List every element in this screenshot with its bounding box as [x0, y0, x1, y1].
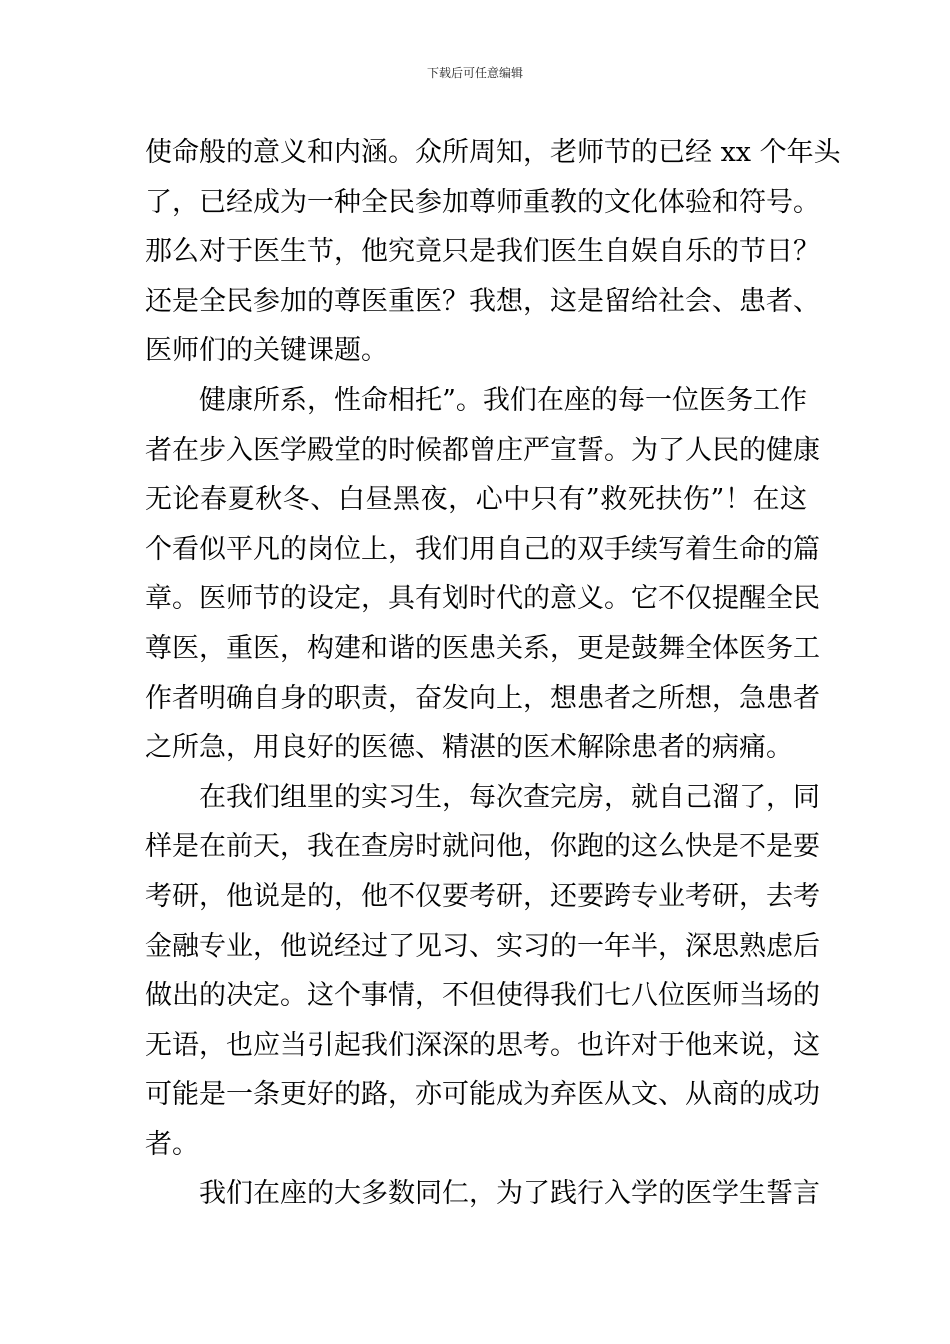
text-line: 使命般的意义和内涵。众所周知，老师节的已经 xx 个年头 — [145, 137, 841, 168]
text-line: 金融专业，他说经过了见习、实习的一年半，深思熟虑后 — [145, 930, 820, 962]
text-line: 章。医师节的设定，具有划时代的意义。它不仅提醒全民 — [145, 583, 820, 615]
text-line: 我们在座的大多数同仁，为了践行入学的医学生誓言 — [199, 1178, 820, 1210]
paragraph — [145, 773, 820, 1170]
text-line: 还是全民参加的尊医重医？我想，这是留给社会、患者、 — [145, 285, 820, 317]
text-line: 健康所系，性命相托”。我们在座的每一位医务工作 — [199, 384, 807, 416]
text-line: 之所急，用良好的医德、精湛的医术解除患者的病痛。 — [145, 732, 793, 764]
paragraph — [145, 1169, 820, 1219]
text-line: 尊医，重医，构建和谐的医患关系，更是鼓舞全体医务工 — [145, 632, 820, 664]
text-line: 考研，他说是的，他不仅要考研，还要跨专业考研，去考 — [145, 880, 820, 912]
text-line: 了，已经成为一种全民参加尊师重教的文化体验和符号。 — [145, 186, 820, 218]
document-body — [145, 128, 841, 1219]
text-line: 样是在前天，我在查房时就问他，你跑的这么快是不是要 — [145, 831, 820, 863]
page-header: 下载后可任意编辑 — [426, 66, 523, 80]
text-line: 医师们的关键课题。 — [145, 335, 388, 367]
text-line: 在我们组里的实习生，每次查完房，就自己溜了，同 — [199, 781, 820, 813]
text-line: 者在步入医学殿堂的时候都曾庄严宣誓。为了人民的健康 — [145, 434, 820, 466]
text-line: 无论春夏秋冬、白昼黑夜，心中只有”救死扶伤”！在这 — [145, 484, 807, 516]
text-line: 作者明确自身的职责，奋发向上，想患者之所想，急患者 — [145, 682, 820, 714]
paragraph — [145, 128, 841, 376]
text-line: 那么对于医生节，他究竟只是我们医生自娱自乐的节日？ — [145, 236, 820, 268]
text-line: 无语，也应当引起我们深深的思考。也许对于他来说，这 — [145, 1029, 820, 1061]
text-line: 个看似平凡的岗位上，我们用自己的双手续写着生命的篇 — [145, 533, 820, 565]
paragraph — [145, 376, 820, 773]
text-line: 做出的决定。这个事情，不但使得我们七八位医师当场的 — [145, 980, 820, 1012]
text-line: 可能是一条更好的路，亦可能成为弃医从文、从商的成功 — [145, 1079, 820, 1111]
text-line: 者。 — [145, 1128, 199, 1160]
